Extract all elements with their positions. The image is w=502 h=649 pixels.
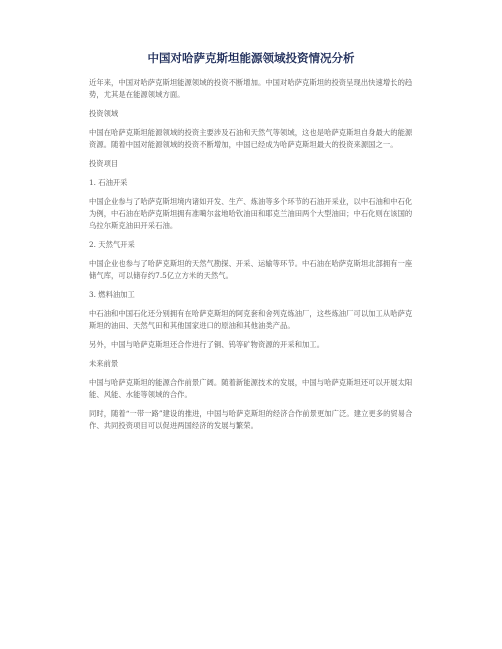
gas-paragraph: 中国企业也参与了哈萨克斯坦的天然气勘探、开采、运输等环节。中石油在哈萨克斯坦北部拥有一座储气库，可以储存约7.5亿立方米的天然气。 (89, 259, 413, 280)
minerals-paragraph: 另外，中国与哈萨克斯坦还合作进行了铜、钨等矿物资源的开采和加工。 (89, 340, 325, 349)
oil-paragraph: 中国企业参与了哈萨克斯坦境内诸如开发、生产、炼油等多个环节的石油开采业，以中石油和中石化为例，中石油在哈萨克斯坦拥有准噶尔盆地哈钦油田和耶克兰油田两个大型油田；中石化则在该国的乌拉尔斯克油田开采石油。 (89, 197, 413, 230)
intro-paragraph: 近年来，中国对哈萨克斯坦能源领域的投资不断增加。中国对哈萨克斯坦的投资呈现出快速增长的趋势，尤其是在能源领域方面。 (89, 78, 413, 99)
section-heading-outlook: 未来前景 (89, 359, 119, 368)
investment-areas-paragraph: 中国在哈萨克斯坦能源领域的投资主要涉及石油和天然气等领域，这也是哈萨克斯坦自身最大的能源资源。随着中国对能源领域的投资不断增加，中国已经成为哈萨克斯坦最大的投资来源国之一。 (89, 128, 413, 149)
document-body (89, 77, 419, 439)
refining-paragraph: 中石油和中国石化还分别拥有在哈萨克斯坦的阿克套和舍列克炼油厂，这些炼油厂可以加工从哈萨克斯坦的油田、天然气田和其他国家进口的原油和其他油类产品。 (89, 309, 413, 330)
subheading-gas: 2. 天然气开采 (89, 240, 135, 249)
page-title: 中国对哈萨克斯坦能源领域投资情况分析 (147, 51, 355, 65)
section-heading-investment-projects: 投资项目 (89, 159, 119, 168)
subheading-oil: 1. 石油开采 (89, 178, 128, 187)
belt-road-paragraph: 同时，随着“一带一路”建设的推进，中国与哈萨克斯坦的经济合作前景更加广泛。建立更多的贸易合作、共同投资项目可以促进两国经济的发展与繁荣。 (89, 409, 413, 430)
section-heading-investment-areas: 投资领域 (89, 109, 119, 118)
subheading-refining: 3. 燃料油加工 (89, 290, 135, 299)
outlook-paragraph: 中国与哈萨克斯坦的能源合作前景广阔。随着新能源技术的发展，中国与哈萨克斯坦还可以开展太阳能、风能、水能等领域的合作。 (89, 378, 413, 399)
